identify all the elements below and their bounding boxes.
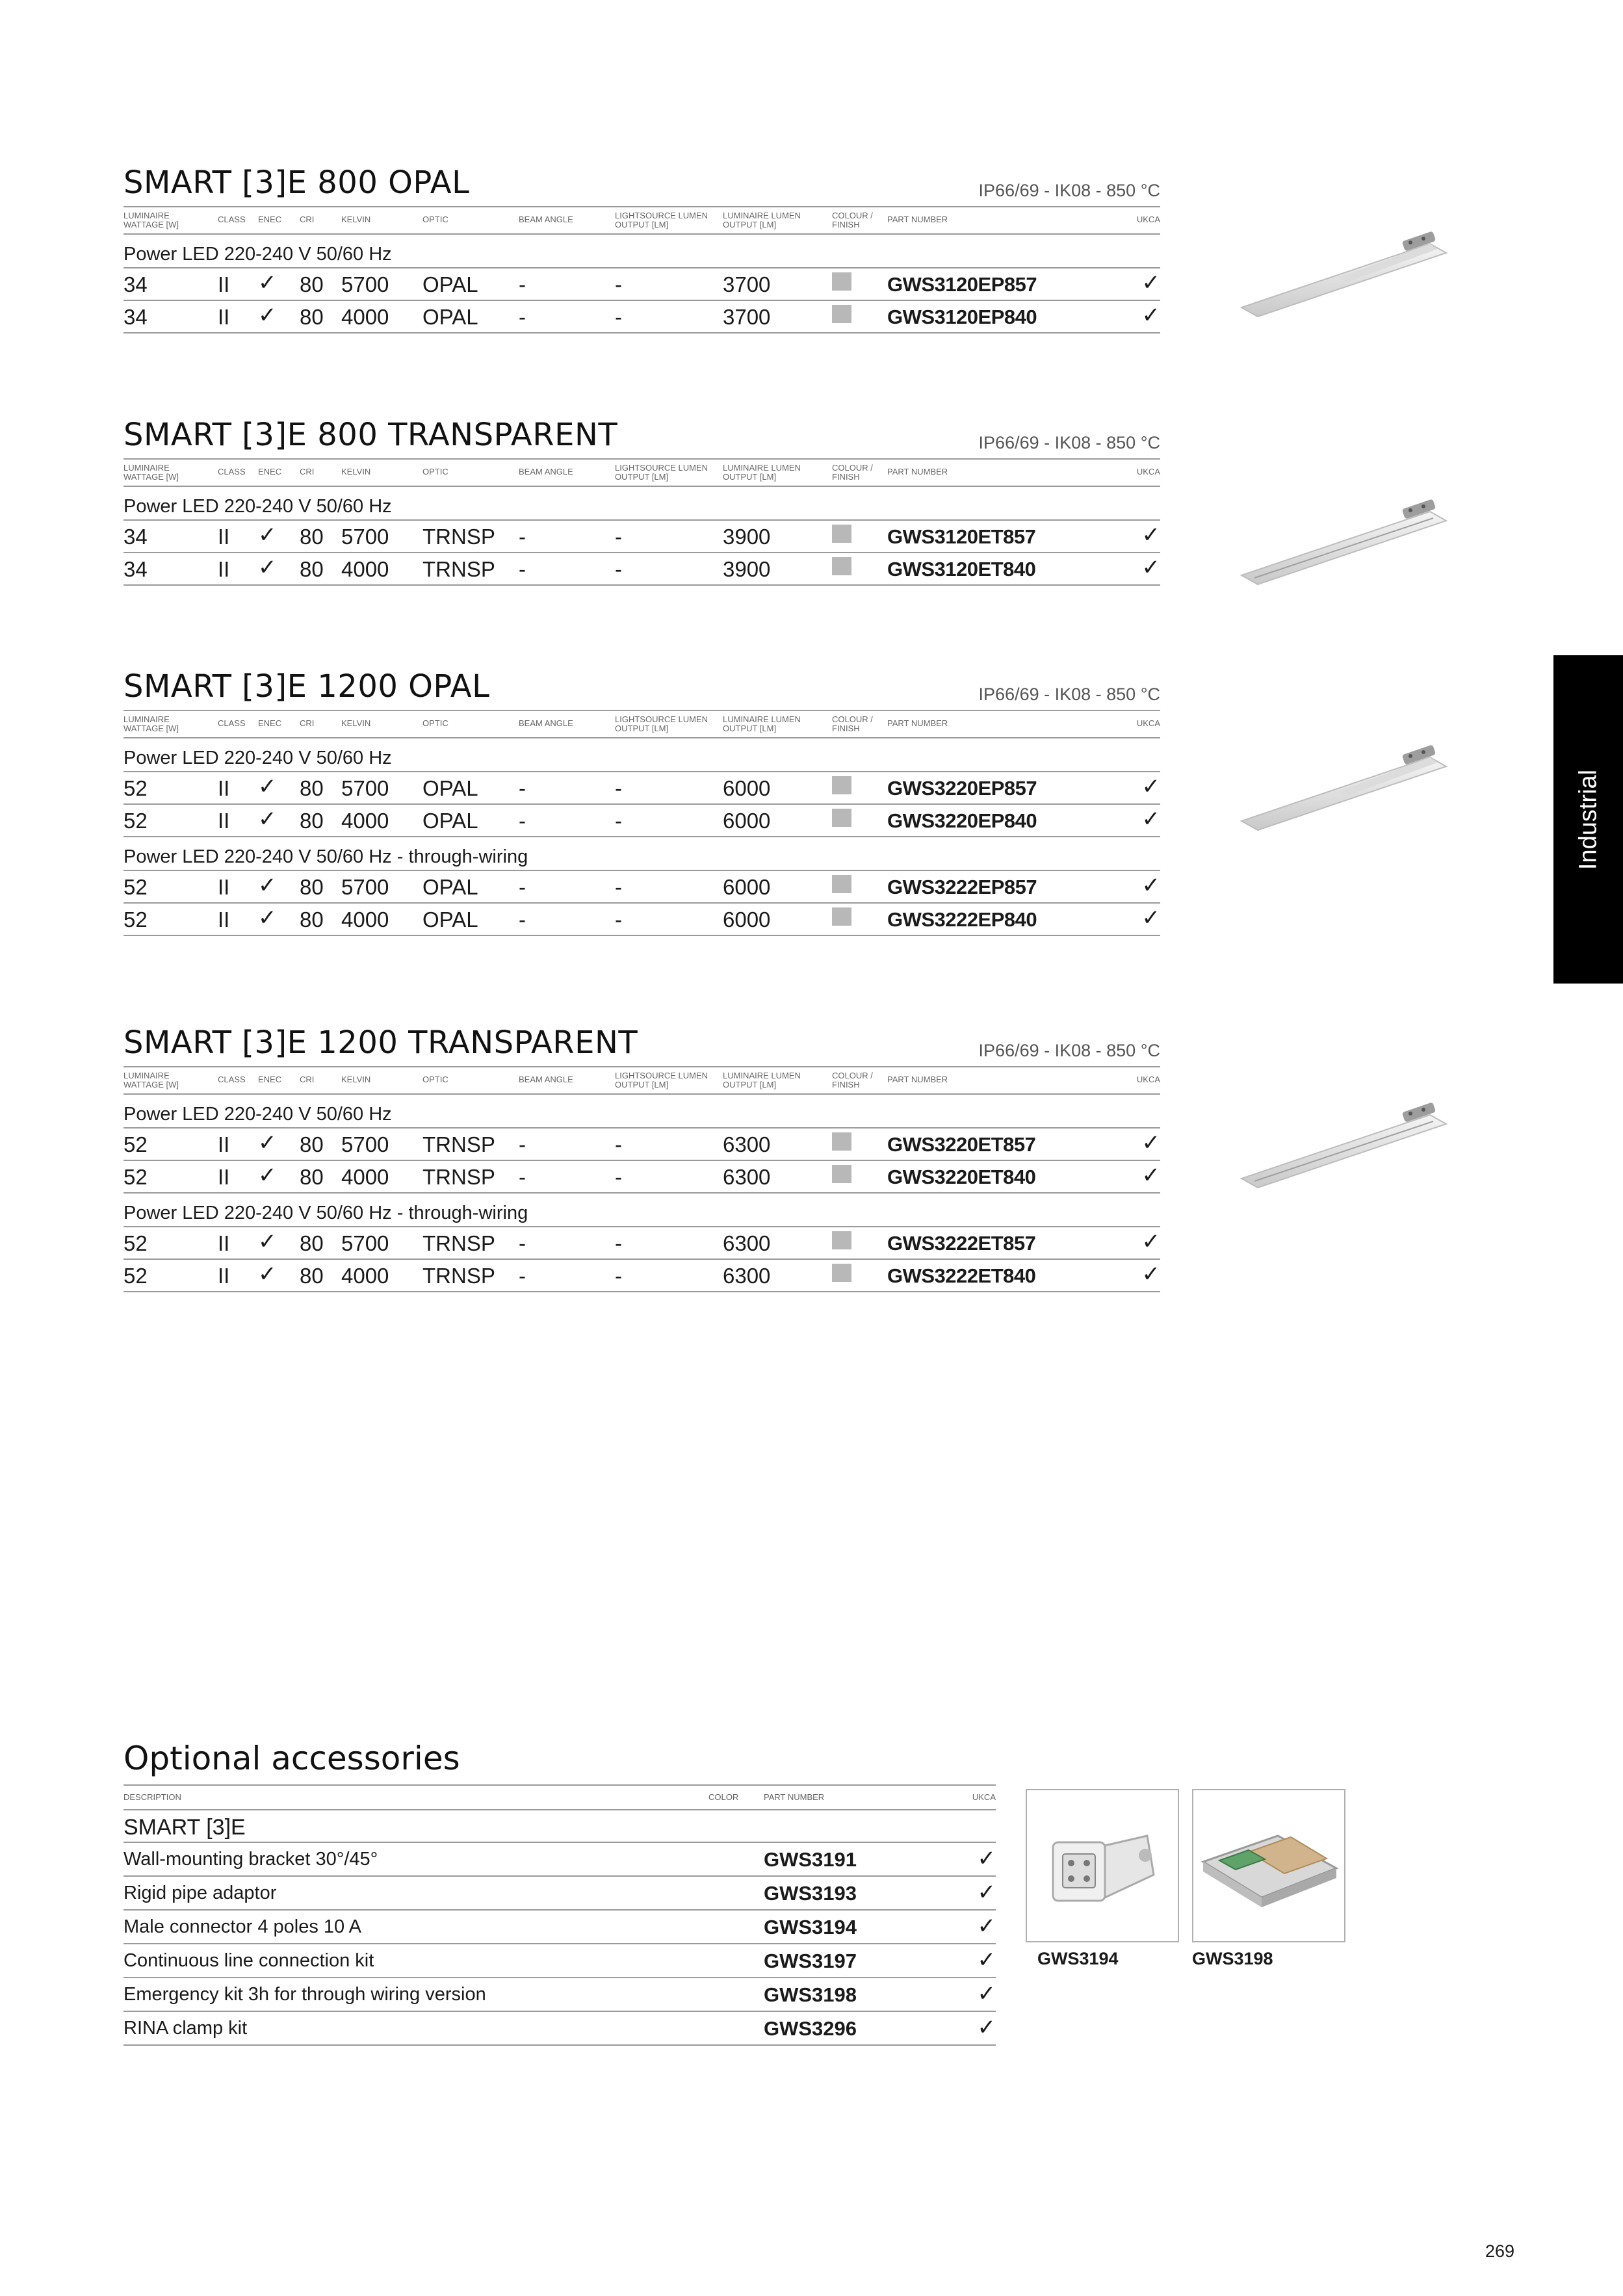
accessory-description: RINA clamp kit (123, 2018, 248, 2039)
cell-pn: GWS3220ET857 (887, 1133, 1036, 1156)
cell-ls: - (615, 525, 622, 549)
cell-cri: 80 (300, 875, 324, 899)
cell-cri: 80 (300, 1132, 324, 1156)
header-ukca: UKCA (1136, 215, 1160, 224)
header-lightsource-lumen: LIGHTSOURCE LUMEN OUTPUT [LM] (615, 211, 708, 229)
cell-pn: GWS3222ET840 (887, 1264, 1036, 1287)
cell-pn: GWS3220EP840 (887, 809, 1037, 832)
header-part-number: PART NUMBER (887, 467, 948, 476)
accessory-description: Rigid pipe adaptor (123, 1883, 277, 1903)
accessory-part-number: GWS3194 (764, 1916, 857, 1938)
cell-en: ✓ (258, 303, 277, 328)
cell-uk: ✓ (1141, 1163, 1160, 1188)
cell-cl: II (218, 525, 230, 549)
cell-ls: - (615, 907, 622, 932)
table-row[interactable] (123, 904, 1160, 936)
cell-op: OPAL (422, 907, 478, 932)
male-connector-image (1026, 1789, 1179, 1942)
section-header (123, 668, 1160, 710)
cell-lu: 6000 (723, 809, 771, 833)
accessory-part-number: GWS3198 (764, 1983, 857, 2006)
cell-pn: GWS3120ET857 (887, 525, 1036, 548)
finish-swatch (832, 305, 851, 323)
cell-uk: ✓ (1141, 555, 1160, 580)
cell-lu: 6300 (723, 1165, 771, 1189)
finish-swatch (832, 1264, 851, 1282)
cell-lu: 6300 (723, 1264, 771, 1288)
cell-k: 5700 (341, 1132, 389, 1156)
product-title: SMART [3]E 800 TRANSPARENT (123, 417, 618, 453)
header-lightsource-lumen: LIGHTSOURCE LUMEN OUTPUT [LM] (615, 463, 708, 482)
cell-cl: II (218, 875, 230, 899)
list-item[interactable] (123, 1842, 996, 1877)
cell-en: ✓ (258, 1163, 277, 1188)
cell-cl: II (218, 1231, 230, 1255)
ip-rating: IP66/69 - IK08 - 850 °C (978, 685, 1160, 704)
table-header (123, 710, 1160, 738)
finish-swatch (832, 557, 851, 575)
cell-pn: GWS3220ET840 (887, 1166, 1036, 1188)
cell-lu: 3900 (723, 557, 771, 581)
accessory-part-number: GWS3191 (764, 1848, 857, 1871)
cell-cri: 80 (300, 809, 324, 833)
header-class: CLASS (218, 467, 246, 476)
header-beam-angle: BEAM ANGLE (519, 467, 573, 476)
ukca-check: ✓ (977, 1981, 996, 2006)
accessories-subtitle: SMART [3]E (123, 1815, 246, 1840)
thumb-label: GWS3198 (1192, 1949, 1273, 1968)
cell-k: 4000 (341, 1165, 389, 1189)
page-number: 269 (1485, 2241, 1515, 2261)
product-section (123, 164, 1160, 333)
cell-uk: ✓ (1141, 303, 1160, 328)
category-tab[interactable] (1553, 655, 1623, 984)
cell-ba: - (519, 557, 526, 581)
cell-w: 52 (123, 1264, 148, 1288)
header-enec: ENEC (258, 215, 282, 224)
thumb-label: GWS3194 (1037, 1949, 1119, 1968)
cell-ba: - (519, 875, 526, 899)
product-section (123, 1024, 1160, 1292)
cell-op: OPAL (422, 272, 478, 296)
cell-w: 52 (123, 875, 148, 899)
cell-pn: GWS3220EP857 (887, 777, 1037, 800)
header-kelvin: KELVIN (341, 215, 371, 224)
cell-op: TRNSP (422, 1132, 495, 1156)
cell-lu: 3700 (723, 272, 771, 296)
cell-lu: 6300 (723, 1132, 771, 1156)
cell-cri: 80 (300, 907, 324, 932)
header-class: CLASS (218, 1075, 246, 1084)
header-ukca: UKCA (1136, 718, 1160, 728)
header-enec: ENEC (258, 718, 282, 728)
header-color: COLOR (708, 1792, 739, 1802)
cell-en: ✓ (258, 523, 277, 547)
cell-op: OPAL (422, 809, 478, 833)
product-section (123, 419, 1160, 586)
table-row[interactable] (123, 268, 1160, 301)
cell-op: TRNSP (422, 1165, 495, 1189)
header-part-number: PART NUMBER (887, 1075, 948, 1084)
cell-w: 52 (123, 907, 148, 932)
cell-ba: - (519, 907, 526, 932)
header-ukca: UKCA (972, 1792, 996, 1802)
cell-ba: - (519, 776, 526, 800)
power-group-label: Power LED 220-240 V 50/60 Hz - through-wiring (123, 837, 1160, 871)
finish-swatch (832, 875, 851, 893)
header-class: CLASS (218, 718, 246, 728)
header-cri: CRI (300, 467, 315, 476)
finish-swatch (832, 776, 851, 794)
cell-k: 5700 (341, 875, 389, 899)
cell-cl: II (218, 272, 230, 296)
cell-cl: II (218, 1165, 230, 1189)
header-luminaire-lumen: LUMINAIRE LUMEN OUTPUT [LM] (723, 463, 801, 482)
cell-en: ✓ (258, 807, 277, 831)
list-item[interactable] (123, 1978, 996, 2012)
table-row[interactable] (123, 1227, 1160, 1260)
product-title: SMART [3]E 800 OPAL (123, 164, 470, 201)
ip-rating: IP66/69 - IK08 - 850 °C (978, 181, 1160, 200)
cell-op: OPAL (422, 875, 478, 899)
accessories-section (123, 1732, 996, 2046)
cell-k: 4000 (341, 1264, 389, 1288)
cell-w: 34 (123, 305, 148, 329)
cell-cl: II (218, 776, 230, 800)
section-header (123, 1024, 1160, 1066)
cell-en: ✓ (258, 270, 277, 295)
list-item[interactable] (123, 1877, 996, 1911)
cell-pn: GWS3222EP840 (887, 908, 1037, 931)
cell-w: 52 (123, 1231, 148, 1255)
product-title: SMART [3]E 1200 OPAL (123, 668, 490, 705)
cell-op: TRNSP (422, 1231, 495, 1255)
cell-cri: 80 (300, 272, 324, 296)
cell-k: 4000 (341, 557, 389, 581)
cell-k: 5700 (341, 272, 389, 296)
list-item[interactable] (123, 1911, 996, 1944)
section-header (123, 419, 1160, 458)
cell-en: ✓ (258, 1229, 277, 1254)
cell-uk: ✓ (1141, 1262, 1160, 1286)
section-header (123, 164, 1160, 206)
cell-lu: 6000 (723, 875, 771, 899)
header-part-number: PART NUMBER (764, 1792, 825, 1802)
cell-ba: - (519, 1264, 526, 1288)
header-wattage: LUMINAIRE WATTAGE [W] (123, 1071, 179, 1089)
ukca-check: ✓ (977, 1880, 996, 1905)
cell-en: ✓ (258, 555, 277, 580)
cell-op: OPAL (422, 305, 478, 329)
cell-cri: 80 (300, 305, 324, 329)
cell-uk: ✓ (1141, 873, 1160, 898)
accessory-description: Continuous line connection kit (123, 1950, 374, 1971)
table-row[interactable] (123, 301, 1160, 333)
table-row[interactable] (123, 871, 1160, 904)
emergency-kit-image (1192, 1789, 1345, 1942)
cell-op: TRNSP (422, 1264, 495, 1288)
list-item[interactable] (123, 2012, 996, 2046)
header-kelvin: KELVIN (341, 1075, 371, 1084)
cell-cri: 80 (300, 557, 324, 581)
finish-swatch (832, 272, 851, 291)
cell-op: TRNSP (422, 557, 495, 581)
cell-k: 4000 (341, 907, 389, 932)
finish-swatch (832, 525, 851, 543)
cell-ls: - (615, 557, 622, 581)
cell-ls: - (615, 1231, 622, 1255)
cell-w: 52 (123, 1165, 148, 1189)
header-optic: OPTIC (422, 215, 448, 224)
header-optic: OPTIC (422, 1075, 448, 1084)
cell-pn: GWS3120ET840 (887, 558, 1036, 581)
header-ukca: UKCA (1136, 467, 1160, 476)
accessory-description: Emergency kit 3h for through wiring version (123, 1984, 486, 2005)
table-row[interactable] (123, 1128, 1160, 1161)
cell-cri: 80 (300, 525, 324, 549)
power-group-label: Power LED 220-240 V 50/60 Hz (123, 487, 1160, 521)
cell-lu: 3700 (723, 305, 771, 329)
cell-uk: ✓ (1141, 807, 1160, 831)
cell-uk: ✓ (1141, 906, 1160, 930)
cell-pn: GWS3222ET857 (887, 1232, 1036, 1255)
table-row[interactable] (123, 772, 1160, 805)
cell-lu: 6000 (723, 907, 771, 932)
accessory-part-number: GWS3193 (764, 1882, 857, 1905)
header-wattage: LUMINAIRE WATTAGE [W] (123, 211, 179, 229)
header-beam-angle: BEAM ANGLE (519, 718, 573, 728)
header-enec: ENEC (258, 1075, 282, 1084)
list-item[interactable] (123, 1944, 996, 1978)
cell-ls: - (615, 1165, 622, 1189)
header-cri: CRI (300, 718, 315, 728)
header-ukca: UKCA (1136, 1075, 1160, 1084)
header-wattage: LUMINAIRE WATTAGE [W] (123, 714, 179, 733)
accessory-description: Wall-mounting bracket 30°/45° (123, 1849, 378, 1870)
cell-uk: ✓ (1141, 1229, 1160, 1254)
luminaire-image (1235, 1095, 1449, 1193)
header-colour-finish: COLOUR / FINISH (832, 714, 873, 733)
header-colour-finish: COLOUR / FINISH (832, 1071, 873, 1089)
table-header (123, 206, 1160, 235)
table-row[interactable] (123, 553, 1160, 586)
cell-ba: - (519, 525, 526, 549)
cell-k: 5700 (341, 1231, 389, 1255)
cell-uk: ✓ (1141, 774, 1160, 799)
table-row[interactable] (123, 1161, 1160, 1194)
accessory-part-number: GWS3197 (764, 1950, 857, 1972)
cell-cl: II (218, 907, 230, 932)
header-kelvin: KELVIN (341, 467, 371, 476)
header-luminaire-lumen: LUMINAIRE LUMEN OUTPUT [LM] (723, 211, 801, 229)
cell-w: 34 (123, 557, 148, 581)
header-part-number: PART NUMBER (887, 215, 948, 224)
cell-en: ✓ (258, 906, 277, 930)
cell-ba: - (519, 1231, 526, 1255)
ukca-check: ✓ (977, 2015, 996, 2040)
table-row[interactable] (123, 805, 1160, 837)
header-cri: CRI (300, 215, 315, 224)
cell-cl: II (218, 1264, 230, 1288)
cell-lu: 6000 (723, 776, 771, 800)
header-enec: ENEC (258, 467, 282, 476)
header-colour-finish: COLOUR / FINISH (832, 211, 873, 229)
header-luminaire-lumen: LUMINAIRE LUMEN OUTPUT [LM] (723, 1071, 801, 1089)
power-group-label: Power LED 220-240 V 50/60 Hz (123, 235, 1160, 268)
cell-cri: 80 (300, 776, 324, 800)
cell-ls: - (615, 305, 622, 329)
header-class: CLASS (218, 215, 246, 224)
product-title: SMART [3]E 1200 TRANSPARENT (123, 1024, 638, 1061)
cell-k: 5700 (341, 525, 389, 549)
cell-lu: 6300 (723, 1231, 771, 1255)
cell-lu: 3900 (723, 525, 771, 549)
accessory-description: Male connector 4 poles 10 A (123, 1916, 361, 1937)
luminaire-image (1235, 224, 1449, 322)
cell-ls: - (615, 809, 622, 833)
header-description: DESCRIPTION (123, 1792, 181, 1802)
accessory-part-number: GWS3296 (764, 2017, 857, 2040)
cell-ba: - (519, 1165, 526, 1189)
cell-ls: - (615, 776, 622, 800)
finish-swatch (832, 1132, 851, 1151)
ukca-check: ✓ (977, 1914, 996, 1938)
product-section (123, 668, 1160, 936)
cell-pn: GWS3120EP840 (887, 306, 1037, 328)
cell-w: 52 (123, 1132, 148, 1156)
accessories-title: Optional accessories (123, 1740, 460, 1777)
cell-op: TRNSP (422, 525, 495, 549)
cell-ls: - (615, 272, 622, 296)
cell-cri: 80 (300, 1165, 324, 1189)
cell-w: 52 (123, 809, 148, 833)
table-header (123, 458, 1160, 487)
cell-cri: 80 (300, 1264, 324, 1288)
header-kelvin: KELVIN (341, 718, 371, 728)
category-tab-label: Industrial (1574, 769, 1602, 870)
cell-cl: II (218, 1132, 230, 1156)
header-lightsource-lumen: LIGHTSOURCE LUMEN OUTPUT [LM] (615, 1071, 708, 1089)
luminaire-image (1235, 738, 1449, 835)
finish-swatch (832, 907, 851, 926)
header-wattage: LUMINAIRE WATTAGE [W] (123, 463, 179, 482)
ukca-check: ✓ (977, 1948, 996, 1972)
cell-en: ✓ (258, 774, 277, 799)
ukca-check: ✓ (977, 1846, 996, 1871)
cell-ls: - (615, 875, 622, 899)
cell-k: 4000 (341, 305, 389, 329)
cell-cri: 80 (300, 1231, 324, 1255)
cell-ba: - (519, 1132, 526, 1156)
cell-ls: - (615, 1132, 622, 1156)
cell-uk: ✓ (1141, 1130, 1160, 1155)
cell-uk: ✓ (1141, 270, 1160, 295)
cell-en: ✓ (258, 1262, 277, 1286)
header-colour-finish: COLOUR / FINISH (832, 463, 873, 482)
cell-w: 34 (123, 272, 148, 296)
cell-k: 5700 (341, 776, 389, 800)
header-lightsource-lumen: LIGHTSOURCE LUMEN OUTPUT [LM] (615, 714, 708, 733)
finish-swatch (832, 1231, 851, 1249)
table-row[interactable] (123, 521, 1160, 553)
cell-ba: - (519, 305, 526, 329)
cell-cl: II (218, 809, 230, 833)
finish-swatch (832, 809, 851, 827)
header-optic: OPTIC (422, 467, 448, 476)
cell-w: 34 (123, 525, 148, 549)
power-group-label: Power LED 220-240 V 50/60 Hz - through-wiring (123, 1194, 1160, 1227)
cell-cl: II (218, 305, 230, 329)
cell-pn: GWS3222EP857 (887, 876, 1037, 898)
ip-rating: IP66/69 - IK08 - 850 °C (978, 1041, 1160, 1060)
cell-op: OPAL (422, 776, 478, 800)
cell-k: 4000 (341, 809, 389, 833)
power-group-label: Power LED 220-240 V 50/60 Hz (123, 738, 1160, 772)
cell-w: 52 (123, 776, 148, 800)
cell-ls: - (615, 1264, 622, 1288)
cell-ba: - (519, 272, 526, 296)
cell-en: ✓ (258, 873, 277, 898)
header-beam-angle: BEAM ANGLE (519, 1075, 573, 1084)
table-row[interactable] (123, 1260, 1160, 1292)
luminaire-image (1235, 492, 1449, 590)
header-cri: CRI (300, 1075, 315, 1084)
cell-uk: ✓ (1141, 523, 1160, 547)
finish-swatch (832, 1165, 851, 1183)
cell-ba: - (519, 809, 526, 833)
header-luminaire-lumen: LUMINAIRE LUMEN OUTPUT [LM] (723, 714, 801, 733)
ip-rating: IP66/69 - IK08 - 850 °C (978, 433, 1160, 452)
header-beam-angle: BEAM ANGLE (519, 215, 573, 224)
cell-cl: II (218, 557, 230, 581)
cell-pn: GWS3120EP857 (887, 273, 1037, 296)
header-optic: OPTIC (422, 718, 448, 728)
header-part-number: PART NUMBER (887, 718, 948, 728)
power-group-label: Power LED 220-240 V 50/60 Hz (123, 1095, 1160, 1128)
table-header (123, 1066, 1160, 1095)
cell-en: ✓ (258, 1130, 277, 1155)
accessories-header (123, 1784, 996, 1810)
